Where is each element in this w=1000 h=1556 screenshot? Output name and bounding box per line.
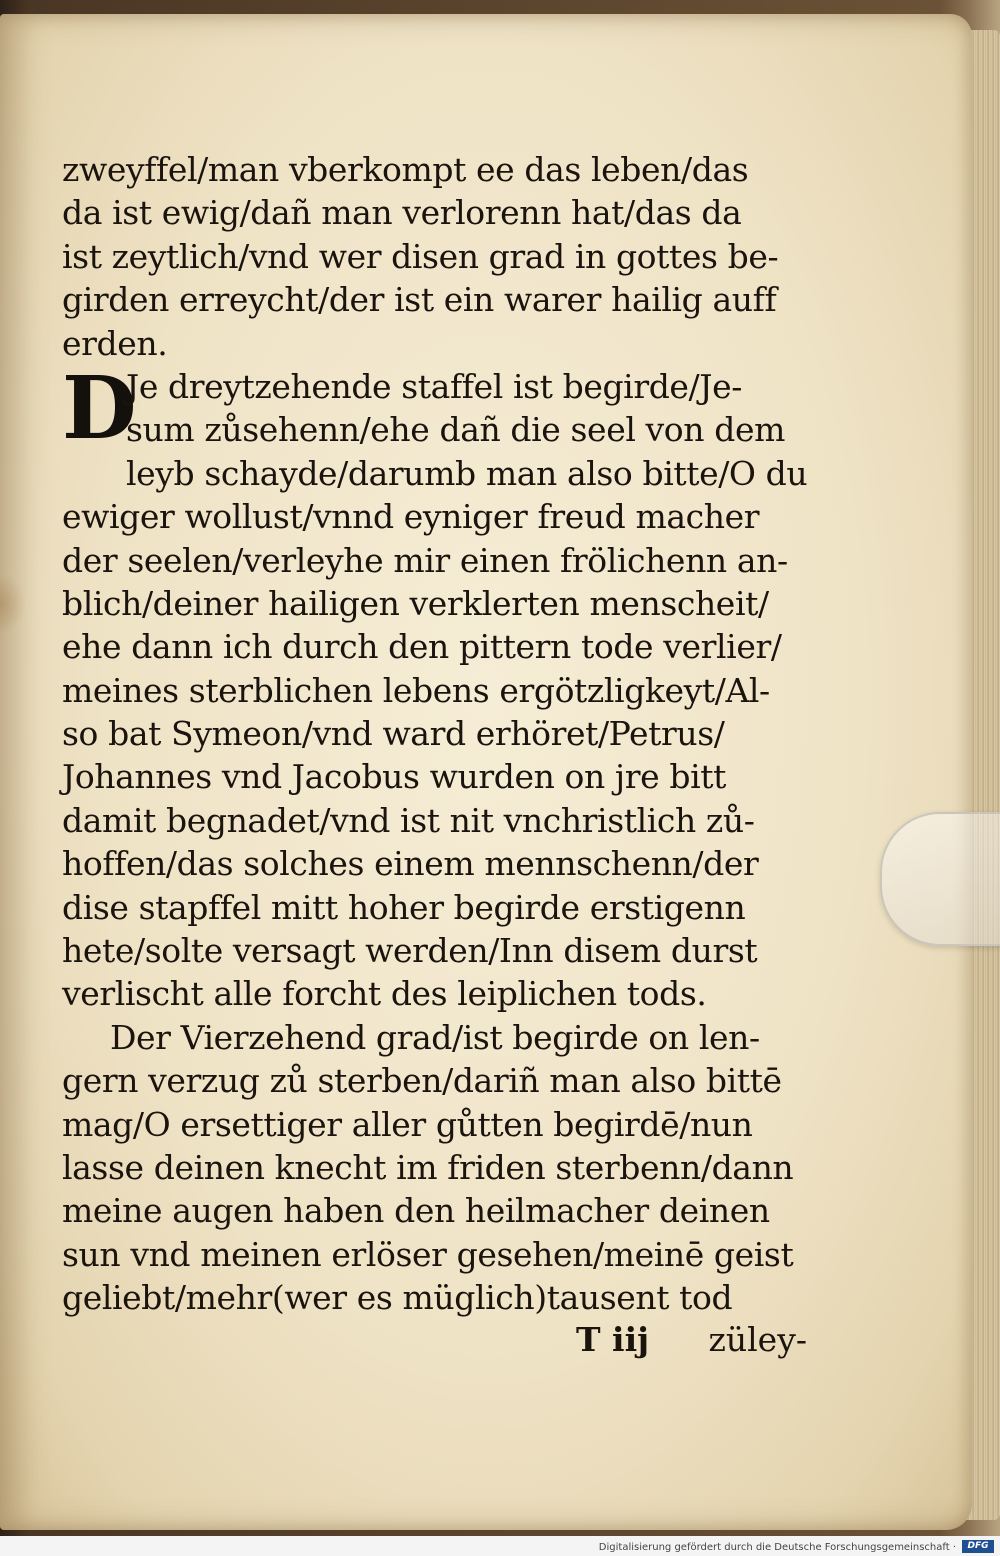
text-line: Je dreytzehende staffel ist begirde/Je- [126,366,742,406]
signature-line [62,1318,807,1362]
page-stain [0,574,26,634]
footer-bar [0,1536,1000,1556]
text-line: sun vnd meinen erlöser gesehen/meinē geist [62,1234,794,1274]
text-line: geliebt/mehr(wer es müglich)tausent tod [62,1278,733,1318]
page-clip [880,812,1000,946]
page-text [62,148,807,1320]
text-line: meines sterblichen lebens ergötzligkeyt/Al- [62,670,770,710]
text-line: der seelen/verleyhe mir einen frölichenn an- [62,540,788,580]
text-line: gern verzug zů sterben/dariñ man also bittē [62,1061,782,1101]
text-line: verlischt alle forcht des leiplichen tods. [62,974,707,1014]
text-line: damit begnadet/vnd ist nit vnchristlich zů- [62,800,755,840]
drop-cap-initial: D [62,357,137,459]
text-line: dise stapffel mitt hoher begirde erstigenn [62,887,746,927]
dfg-logo-icon: DFG [962,1540,994,1553]
text-line: da ist ewig/dañ man verlorenn hat/das da [62,193,742,233]
text-line: hete/solte versagt werden/Inn disem durst [62,931,758,971]
text-line: so bat Symeon/vnd ward erhöret/Petrus/ [62,714,725,754]
text-line: zweyffel/man vberkompt ee das leben/das [62,150,749,189]
text-line: meine augen haben den heilmacher deinen [62,1191,770,1231]
text-line: lasse deinen knecht im friden sterbenn/dann [62,1147,794,1187]
text-line: ist zeytlich/vnd wer disen grad in gottes be- [62,236,779,276]
text-line: mag/O ersettiger aller gůtten begirdē/nun [62,1104,753,1144]
footer-credit: Digitalisierung gefördert durch die Deutsche Forschungsgemeinschaft · [598,1542,956,1553]
paragraph-with-initial [62,357,807,459]
text-line: sum zůsehenn/ehe dañ die seel von dem [126,410,785,450]
text-line: hoffen/das solches einem mennschenn/der [62,844,759,884]
text-line: blich/deiner hailigen verklerten menscheit/ [62,583,769,623]
text-line: Der Vierzehend grad/ist begirde on len- [110,1017,760,1057]
text-line: girden erreycht/der ist ein warer hailig auff [62,280,777,320]
text-line: ewiger wollust/vnnd eyniger freud macher [62,497,760,537]
text-line: Johannes vnd Jacobus wurden on jre bitt [62,757,726,797]
text-line: leyb schayde/darumb man also bitte/O du [126,453,808,493]
catchword: züley- [708,1320,807,1359]
signature-mark: T iij [576,1320,650,1359]
text-line: ehe dann ich durch den pittern tode verlier/ [62,627,782,667]
text-line: erden. [62,323,168,363]
